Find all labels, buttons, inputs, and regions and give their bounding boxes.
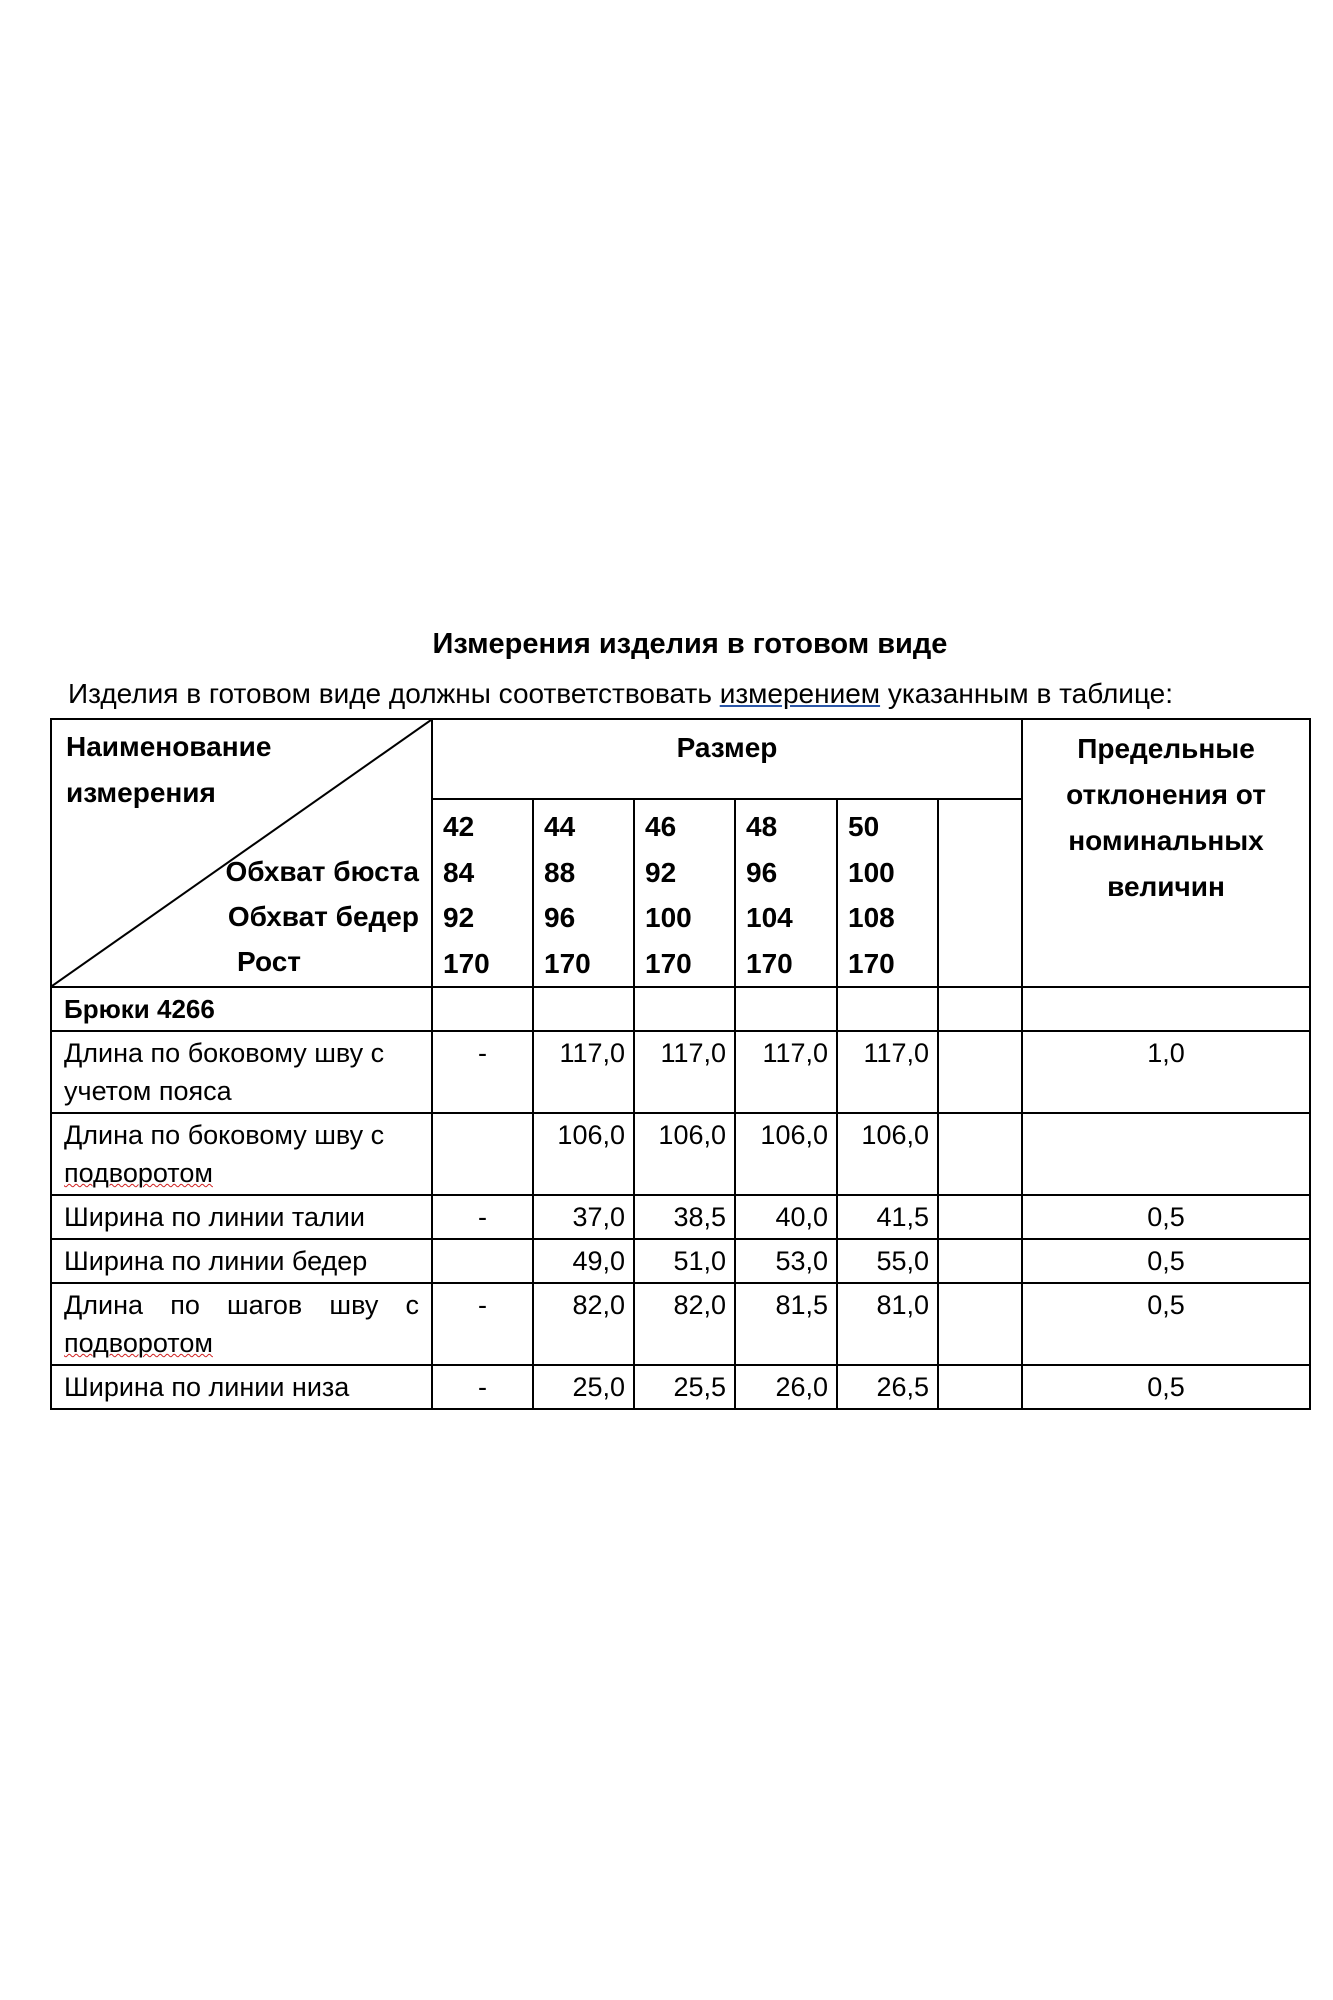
table-row	[51, 1239, 1310, 1283]
value-50: 41,5	[837, 1195, 938, 1239]
size-number: 48	[746, 811, 778, 842]
size-bust: 100	[848, 856, 895, 888]
header-name-line-2: измерения	[66, 777, 216, 808]
size-number: 50	[848, 811, 880, 842]
size-hips: 108	[848, 902, 895, 933]
size-bust: 96	[746, 856, 778, 888]
empty-cell	[837, 987, 938, 1031]
value-50: 106,0	[837, 1113, 938, 1195]
empty-cell	[938, 1113, 1022, 1195]
value-50: 26,5	[837, 1365, 938, 1409]
size-column-empty	[938, 799, 1022, 987]
size-column-46	[634, 799, 735, 987]
deviation-header	[1022, 719, 1310, 987]
deviation-line-3: номинальных	[1068, 825, 1264, 856]
value-44: 106,0	[533, 1113, 634, 1195]
empty-cell	[938, 987, 1022, 1031]
measurement-name	[51, 1113, 432, 1195]
name-line-2: подворотом	[64, 1328, 213, 1358]
value-46: 38,5	[634, 1195, 735, 1239]
value-42: -	[432, 1365, 533, 1409]
intro-underlined-word: измерением	[719, 678, 881, 709]
value-44: 117,0	[533, 1031, 634, 1113]
empty-cell	[938, 1195, 1022, 1239]
value-42	[432, 1239, 533, 1283]
size-column-44	[533, 799, 634, 987]
value-42: -	[432, 1283, 533, 1365]
value-42	[432, 1113, 533, 1195]
name-line-2: учетом пояса	[64, 1076, 232, 1106]
value-48: 40,0	[735, 1195, 837, 1239]
deviation-line-2: отклонения от	[1066, 779, 1266, 810]
section-label: Брюки 4266	[51, 987, 432, 1031]
value-50: 55,0	[837, 1239, 938, 1283]
measurement-name-header	[66, 724, 271, 816]
table-row	[51, 1283, 1310, 1365]
header-corner-cell	[51, 719, 432, 987]
value-46: 106,0	[634, 1113, 735, 1195]
empty-cell	[938, 1031, 1022, 1113]
value-50: 117,0	[837, 1031, 938, 1113]
value-48: 117,0	[735, 1031, 837, 1113]
value-46: 51,0	[634, 1239, 735, 1283]
tolerance-value: 0,5	[1022, 1239, 1310, 1283]
intro-after: указанным в таблице:	[880, 678, 1174, 709]
value-46: 82,0	[634, 1283, 735, 1365]
name-line-1: Длина по боковому шву с	[64, 1120, 385, 1150]
empty-cell	[634, 987, 735, 1031]
size-hips: 100	[645, 902, 692, 933]
value-48: 53,0	[735, 1239, 837, 1283]
empty-cell	[432, 987, 533, 1031]
value-48: 106,0	[735, 1113, 837, 1195]
value-44: 82,0	[533, 1283, 634, 1365]
size-hips: 104	[746, 902, 793, 933]
table-row	[51, 1031, 1310, 1113]
table-row	[51, 1195, 1310, 1239]
value-48: 26,0	[735, 1365, 837, 1409]
size-number: 42	[443, 811, 475, 842]
size-header: Размер	[432, 719, 1022, 799]
body-params-header	[225, 849, 419, 984]
value-42: -	[432, 1031, 533, 1113]
empty-cell	[1022, 987, 1310, 1031]
size-height: 170	[544, 947, 591, 979]
value-44: 49,0	[533, 1239, 634, 1283]
deviation-line-1: Предельные	[1077, 733, 1255, 764]
height-label: Рост	[237, 946, 301, 977]
size-hips: 92	[443, 902, 475, 933]
size-hips: 96	[544, 902, 576, 933]
size-height: 170	[848, 947, 895, 979]
size-bust: 92	[645, 856, 677, 888]
name-line-1: Длина по боковому шву с	[64, 1038, 385, 1068]
measurement-name: Ширина по линии низа	[51, 1365, 432, 1409]
bust-label: Обхват бюста	[225, 856, 419, 887]
tolerance-value: 1,0	[1022, 1031, 1310, 1113]
empty-cell	[938, 1239, 1022, 1283]
size-number: 44	[544, 811, 576, 842]
tolerance-value: 0,5	[1022, 1195, 1310, 1239]
tolerance-value	[1022, 1113, 1310, 1195]
measurement-name	[51, 1031, 432, 1113]
size-column-48	[735, 799, 837, 987]
measurements-table	[50, 718, 1311, 1410]
value-44: 25,0	[533, 1365, 634, 1409]
size-bust: 84	[443, 856, 475, 888]
table-row	[51, 1365, 1310, 1409]
deviation-line-4: величин	[1107, 871, 1225, 902]
tolerance-value: 0,5	[1022, 1283, 1310, 1365]
tolerance-value: 0,5	[1022, 1365, 1310, 1409]
intro-text	[68, 678, 1173, 710]
value-48: 81,5	[735, 1283, 837, 1365]
size-column-50	[837, 799, 938, 987]
value-46: 25,5	[634, 1365, 735, 1409]
empty-cell	[938, 1283, 1022, 1365]
name-line-1: Длина по шагов шву с	[64, 1290, 419, 1320]
size-bust: 88	[544, 856, 576, 888]
value-46: 117,0	[634, 1031, 735, 1113]
value-42: -	[432, 1195, 533, 1239]
header-name-line-1: Наименование	[66, 731, 272, 762]
hips-label: Обхват бедер	[227, 901, 419, 932]
measurement-name: Ширина по линии бедер	[51, 1239, 432, 1283]
measurement-name: Ширина по линии талии	[51, 1195, 432, 1239]
value-44: 37,0	[533, 1195, 634, 1239]
table-row	[51, 1113, 1310, 1195]
name-line-2: подворотом	[64, 1158, 213, 1188]
size-height: 170	[746, 947, 793, 979]
size-number: 46	[645, 811, 677, 842]
intro-before: Изделия в готовом виде должны соответствовать	[68, 678, 720, 709]
size-height: 170	[443, 947, 490, 979]
empty-cell	[938, 1365, 1022, 1409]
document-title: Измерения изделия в готовом виде	[432, 628, 948, 660]
empty-cell	[533, 987, 634, 1031]
empty-cell	[735, 987, 837, 1031]
size-height: 170	[645, 947, 692, 979]
value-50: 81,0	[837, 1283, 938, 1365]
measurement-name	[51, 1283, 432, 1365]
size-column-42	[432, 799, 533, 987]
